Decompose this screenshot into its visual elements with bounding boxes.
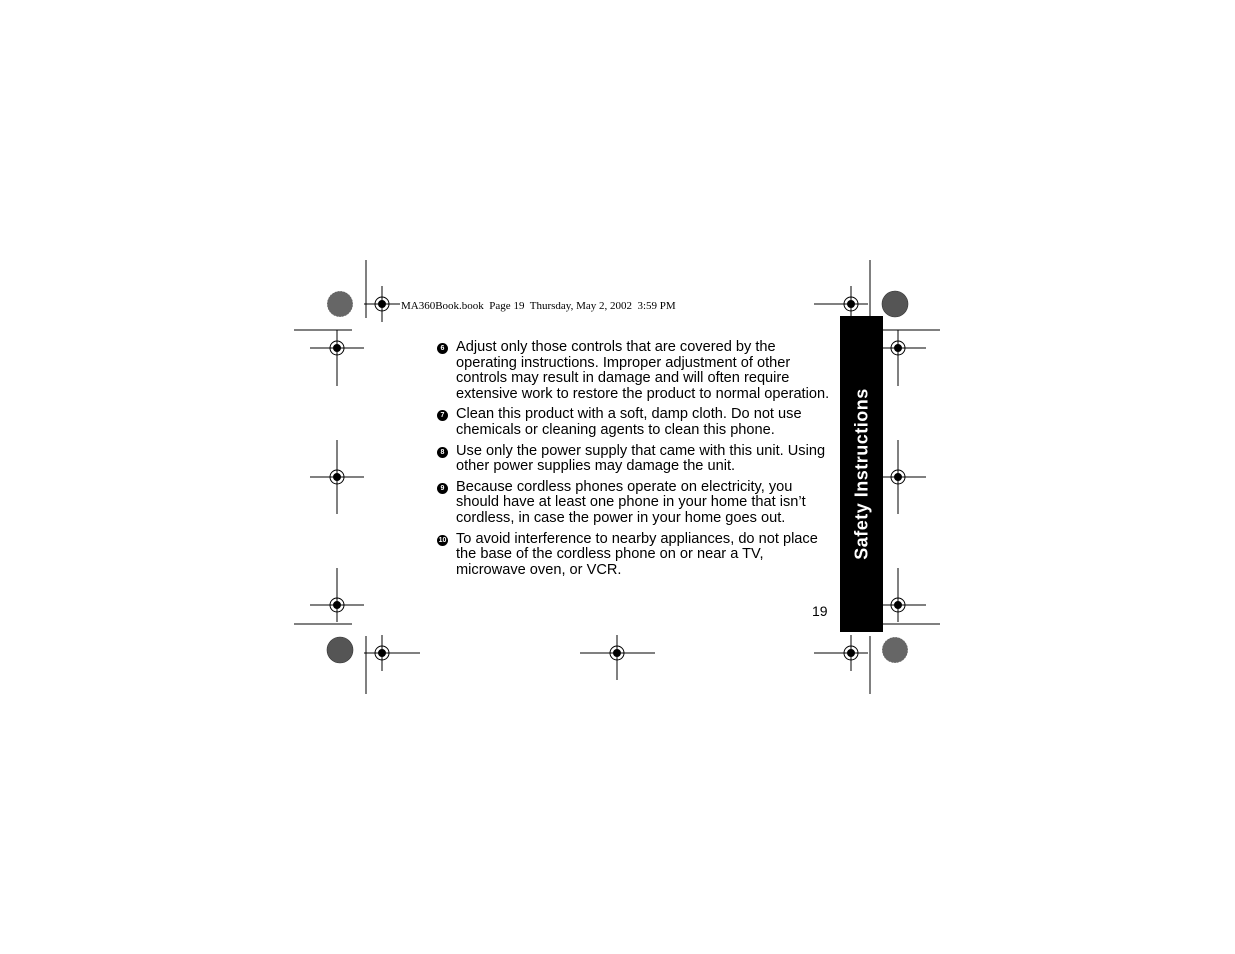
item-number: 8 (437, 447, 448, 458)
item-number: 6 (437, 343, 448, 354)
item-text: Adjust only those controls that are covered by the operating instructions. Improper adjustment of other controls may result in damage and will often require extensive work to restore the product to normal operation. (456, 339, 830, 402)
print-header: MA360Book.book Page 19 Thursday, May 2, 2002 3:59 PM (401, 300, 676, 312)
item-number: 7 (437, 410, 448, 421)
safety-list (437, 340, 832, 583)
item-text: Clean this product with a soft, damp cloth. Do not use chemicals or cleaning agents to clean this phone. (456, 406, 802, 438)
item-text: Because cordless phones operate on electricity, you should have at least one phone in your home that isn’t cordless, in case the power in your home goes out. (456, 478, 806, 526)
list-item (437, 407, 832, 438)
item-text: Use only the power supply that came with this unit. Using other power supplies may damage the unit. (456, 442, 826, 475)
section-tab (840, 316, 883, 632)
list-item (437, 532, 832, 579)
page-number: 19 (812, 603, 828, 619)
item-text: To avoid interference to nearby appliances, do not place the base of the cordless phone on or near a TV, microwave oven, or VCR. (456, 530, 818, 578)
list-item (437, 340, 832, 402)
item-number: 10 (438, 536, 447, 544)
section-tab-label: Safety Instructions (851, 388, 871, 560)
list-item (437, 444, 832, 475)
item-number: 9 (437, 483, 448, 494)
list-item (437, 480, 832, 527)
